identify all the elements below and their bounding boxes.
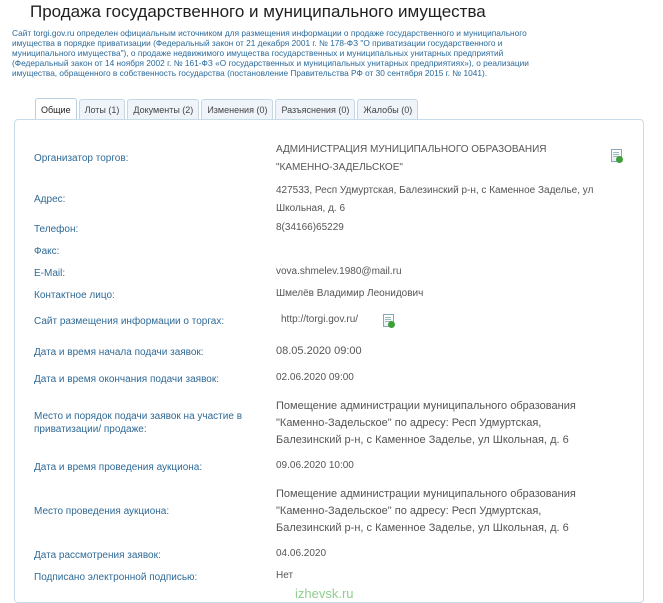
page-title: Продажа государственного и муниципального имущества [30, 2, 486, 21]
site-link[interactable]: http://torgi.gov.ru/ [281, 314, 359, 325]
address-label: Адрес: [34, 194, 66, 205]
intro-text [12, 28, 642, 78]
auction-time-value: 09.06.2020 10:00 [276, 460, 354, 471]
start-date-label: Дата и время начала подачи заявок: [34, 347, 204, 358]
auction-place-value [276, 486, 611, 537]
contact-value: Шмелёв Владимир Леонидович [276, 288, 424, 299]
intro-line: муниципального имущества"), о продаже недвижимого имущества государственных и муниципальных унитарных предприятий [12, 48, 504, 58]
auction-time-label: Дата и время проведения аукциона: [34, 462, 203, 473]
email-label: E-Mail: [34, 268, 66, 279]
end-date-value: 02.06.2020 09:00 [276, 372, 354, 383]
auction-place-label: Место проведения аукциона: [34, 506, 170, 517]
address-line: Школьная, д. 6 [276, 203, 346, 214]
email-value[interactable]: vova.shmelev.1980@mail.ru [276, 266, 402, 277]
site-label: Сайт размещения информации о торгах: [34, 316, 225, 327]
tab-general[interactable]: Общие [35, 98, 77, 121]
auction-place-line: "Каменно-Задельское" по адресу: Респ Удмуртская, [276, 505, 542, 517]
apply-place-label-line: приватизации/ продаже: [34, 424, 147, 435]
auction-place-line: Помещение администрации муниципального образования [276, 488, 576, 500]
phone-value: 8(34166)65229 [276, 222, 344, 233]
apply-place-value [276, 398, 611, 449]
phone-label: Телефон: [34, 224, 79, 235]
tab-lots[interactable]: Лоты (1) [79, 99, 126, 119]
tab-documents[interactable]: Документы (2) [127, 99, 199, 119]
auction-place-line: Балезинский р-н, с Каменное Заделье, ул Школьная, д. 6 [276, 522, 569, 534]
organizer-line: АДМИНИСТРАЦИЯ МУНИЦИПАЛЬНОГО ОБРАЗОВАНИЯ [276, 144, 547, 155]
tab-changes[interactable]: Изменения (0) [201, 99, 273, 119]
apply-place-label-line: Место и порядок подачи заявок на участие в [34, 411, 243, 422]
fax-label: Факс: [34, 246, 60, 257]
apply-place-line: "Каменно-Задельское" по адресу: Респ Удмуртская, [276, 417, 542, 429]
document-edit-icon[interactable] [383, 314, 394, 327]
tab-complaints[interactable]: Жалобы (0) [357, 99, 418, 119]
review-date-value: 04.06.2020 [276, 548, 327, 559]
address-value [276, 182, 611, 218]
review-date-label: Дата рассмотрения заявок: [34, 550, 161, 561]
organizer-label: Организатор торгов: [34, 153, 129, 164]
end-date-label: Дата и время окончания подачи заявок: [34, 374, 219, 385]
intro-line: (Федеральный закон от 14 ноября 2002 г. № 161-ФЗ «О государственных и муниципальных унитарных предприятиях»), о реализации [12, 58, 529, 68]
watermark: izhevsk.ru [295, 586, 354, 601]
apply-place-label [34, 410, 242, 436]
apply-place-line: Балезинский р-н, с Каменное Заделье, ул Школьная, д. 6 [276, 434, 569, 446]
organizer-value [276, 141, 611, 177]
document-edit-icon[interactable] [611, 149, 622, 162]
signed-value: Нет [276, 570, 294, 581]
tab-bar [35, 97, 418, 119]
apply-place-line: Помещение администрации муниципального образования [276, 400, 576, 412]
intro-line: имущества в порядке приватизации (Федеральный закон от 21 декабря 2001 г. № 178-ФЗ "О приватизации государственного и [12, 38, 503, 48]
start-date-value: 08.05.2020 09:00 [276, 345, 362, 357]
contact-label: Контактное лицо: [34, 290, 115, 301]
signed-label: Подписано электронной подписью: [34, 572, 198, 583]
tab-explanations[interactable]: Разъяснения (0) [275, 99, 355, 119]
intro-line: имущества, обращенного в собственность государства (постановление Правительства РФ от 30 сентября 2015 г. № 1041). [12, 68, 488, 78]
organizer-line: "КАМЕННО-ЗАДЕЛЬСКОЕ" [276, 162, 403, 173]
intro-line: Сайт torgi.gov.ru определен официальным источником для размещения информации о продаже государственного и муниципального [12, 28, 527, 38]
address-line: 427533, Респ Удмуртская, Балезинский р-н, с Каменное Заделье, ул [276, 185, 594, 196]
